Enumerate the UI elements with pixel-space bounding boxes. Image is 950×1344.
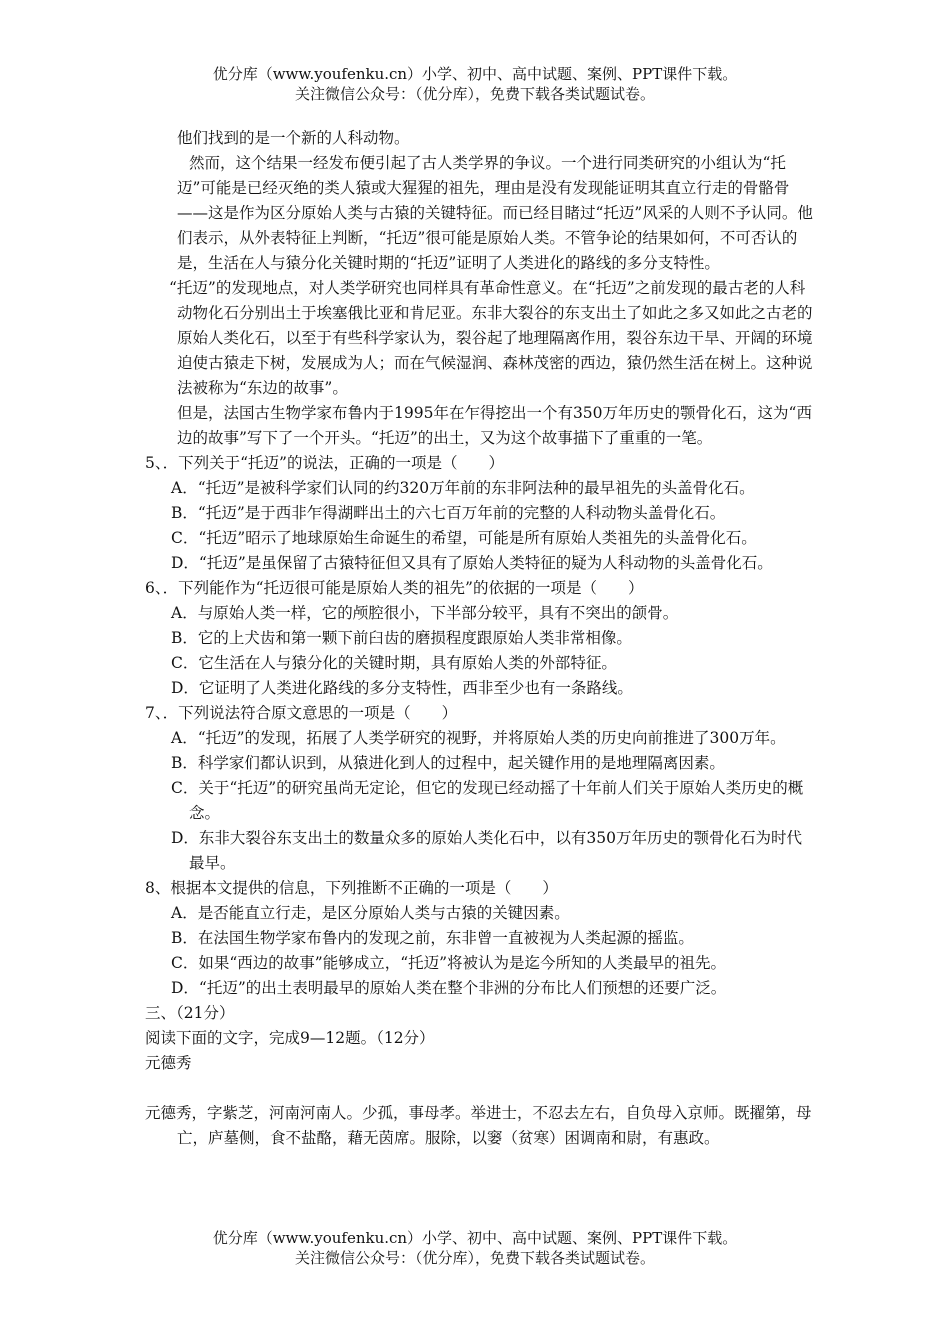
page-footer xyxy=(0,1228,950,1268)
classical-passage: 元德秀，字紫芝，河南河南人。少孤，事母孝。举进士，不忍去左右，自负母入京师。既擢第，母亡，庐墓侧，食不盐酪，藉无茵席。服除，以窭（贫寒）困调南和尉，有惠政。 xyxy=(145,1104,812,1147)
question-stem: 5、．下列关于“托迈”的说法，正确的一项是（ ） xyxy=(145,454,504,472)
header-line-2: 关注微信公众号：（优分库），免费下载各类试题试卷。 xyxy=(294,85,655,103)
question-option: A．“托迈”的发现，拓展了人类学研究的视野，并将原始人类的历史向前推进了300万年。 xyxy=(171,729,786,747)
page-header xyxy=(0,64,950,104)
passage-paragraph-2: “托迈”的发现地点，对人类学研究也同样具有革命性意义。在“托迈”之前发现的最古老的人科动物化石分别出土于埃塞俄比亚和肯尼亚。东非大裂谷的东支出土了如此之多又如此之古老的原始人类化石，以至于有些科学家认为，裂谷起了地理隔离作用，裂谷东边干旱、开阔的环境迫使古猿走下树，发展成为人；而在气候湿润、森林茂密的西边，猿仍然生活在树上。这种说法被称为“东边的故事”。 xyxy=(169,279,813,397)
question-option: B．“托迈”是于西非乍得湖畔出土的六七百万年前的完整的人科动物头盖骨化石。 xyxy=(171,504,726,522)
question-option: A．是否能直立行走，是区分原始人类与古猿的关键因素。 xyxy=(171,904,570,922)
section-heading: 三、（21分） xyxy=(145,1004,235,1022)
question-option: D．“托迈”是虽保留了古猿特征但又具有了原始人类特征的疑为人科动物的头盖骨化石。 xyxy=(171,554,773,572)
passage-paragraph-1: 然而，这个结果一经发布便引起了古人类学界的争议。一个进行同类研究的小组认为“托迈”可能是已经灭绝的类人猿或大猩猩的祖先，理由是没有发现能证明其直立行走的骨骼骨——这是作为区分原始人类与古猿的关键特征。而已经目睹过“托迈”风采的人则不予认同。他们表示，从外表特征上判断，“托迈”很可能是原始人类。不管争论的结果如何，不可否认的是，生活在人与猿分化关键时期的“托迈”证明了人类进化的路线的多分支特性。 xyxy=(177,154,813,272)
spacer xyxy=(145,1076,815,1101)
question-option: B．在法国生物学家布鲁内的发现之前，东非曾一直被视为人类起源的摇监。 xyxy=(171,929,694,947)
question-7 xyxy=(145,701,815,876)
question-5 xyxy=(145,451,815,576)
question-option: D．东非大裂谷东支出土的数量众多的原始人类化石中，以有350万年历史的颚骨化石为时代最早。 xyxy=(171,829,803,872)
question-option: C．关于“托迈”的研究虽尚无定论，但它的发现已经动摇了十年前人们关于原始人类历史的概念。 xyxy=(171,779,804,822)
question-option: D．“托迈”的出土表明最早的原始人类在整个非洲的分布比人们预想的还要广泛。 xyxy=(171,979,727,997)
question-option: C．“托迈”昭示了地球原始生命诞生的希望，可能是所有原始人类祖先的头盖骨化石。 xyxy=(171,529,757,547)
passage-title: 元德秀 xyxy=(145,1054,192,1072)
question-stem: 6、．下列能作为“托迈很可能是原始人类的祖先”的依据的一项是（ ） xyxy=(145,579,644,597)
question-option: A．“托迈”是被科学家们认同的约320万年前的东非阿法种的最早祖先的头盖骨化石。 xyxy=(171,479,755,497)
question-8 xyxy=(145,876,815,1001)
document-body xyxy=(145,126,815,1151)
question-stem: 8、根据本文提供的信息，下列推断不正确的一项是（ ） xyxy=(145,879,558,897)
footer-line-1: 优分库（www.youfenku.cn）小学、初中、高中试题、案例、PPT课件下载。 xyxy=(212,1229,738,1247)
question-option: A．与原始人类一样，它的颅腔很小，下半部分较平，具有不突出的颌骨。 xyxy=(171,604,679,622)
passage-paragraph-3: 但是，法国古生物学家布鲁内于1995年在乍得挖出一个有350万年历史的颚骨化石，这为“西边的故事”写下了一个开头。“托迈”的出土，又为这个故事描下了重重的一笔。 xyxy=(177,404,812,447)
section-instruction: 阅读下面的文字，完成9—12题。（12分） xyxy=(145,1029,435,1047)
question-option: C．如果“西边的故事”能够成立，“托迈”将被认为是迄今所知的人类最早的祖先。 xyxy=(171,954,727,972)
header-line-1: 优分库（www.youfenku.cn）小学、初中、高中试题、案例、PPT课件下载。 xyxy=(212,65,738,83)
question-option: B．它的上犬齿和第一颗下前臼齿的磨损程度跟原始人类非常相像。 xyxy=(171,629,632,647)
question-6 xyxy=(145,576,815,701)
passage-paragraph-0: 他们找到的是一个新的人科动物。 xyxy=(177,129,410,147)
question-option: D．它证明了人类进化路线的多分支特性，西非至少也有一条路线。 xyxy=(171,679,633,697)
question-stem: 7、．下列说法符合原文意思的一项是（ ） xyxy=(145,704,458,722)
footer-line-2: 关注微信公众号：（优分库），免费下载各类试题试卷。 xyxy=(294,1249,655,1267)
question-option: C．它生活在人与猿分化的关键时期，具有原始人类的外部特征。 xyxy=(171,654,617,672)
question-option: B．科学家们都认识到，从猿进化到人的过程中，起关键作用的是地理隔离因素。 xyxy=(171,754,725,772)
